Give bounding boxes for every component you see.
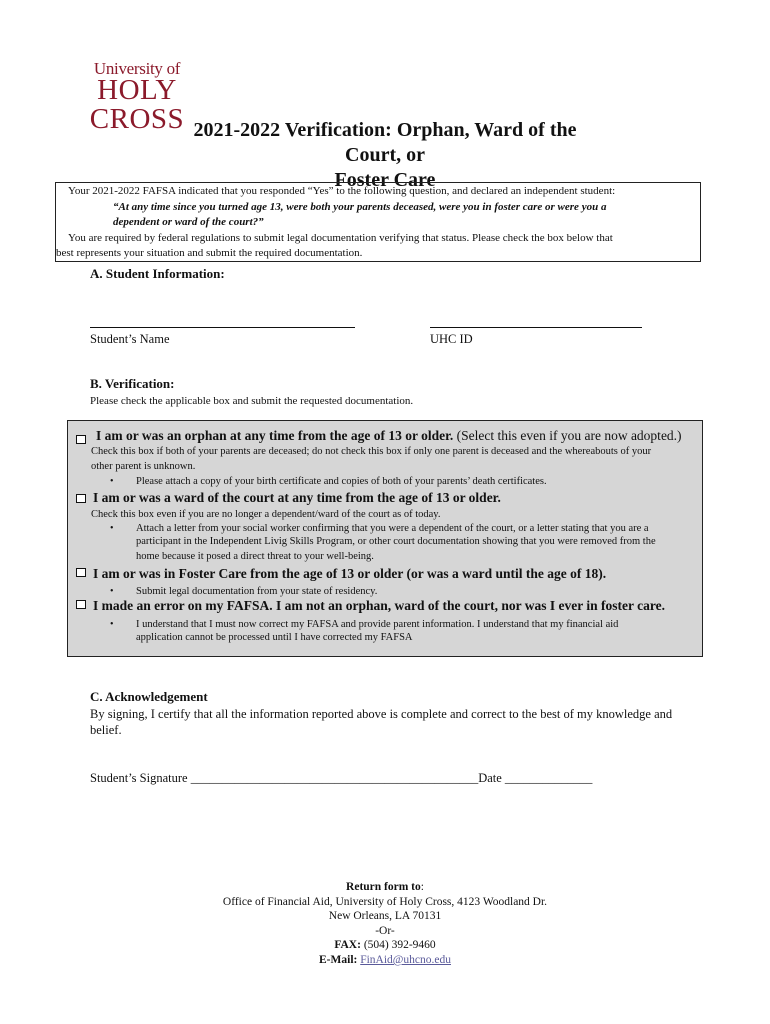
orphan-checkbox[interactable]: [76, 435, 86, 444]
return-email: [0, 953, 770, 968]
uhc-id-label: UHC ID: [430, 332, 473, 346]
fafsa-error-checkbox[interactable]: [76, 600, 86, 609]
intro-paragraph: Your 2021-2022 FAFSA indicated that you responded “Yes” to the following question, and declared an independent student:: [68, 185, 616, 197]
section-b-heading: B. Verification:: [90, 376, 175, 391]
return-heading-colon: :: [420, 881, 424, 893]
logo-line-2: HOLY: [97, 74, 177, 106]
orphan-note-line-1: Check this box if both of your parents are deceased; do not check this box if only one parent is deceased and the whereabouts of your: [91, 446, 652, 457]
logo-line-3: CROSS: [89, 103, 185, 135]
signature-date-line[interactable]: Student’s Signature ______________________________________________Date ______________: [90, 771, 593, 785]
foster-care-option-label: I am or was in Foster Care from the age of 13 or older (or was a ward until the age of 18).: [93, 566, 607, 581]
return-or: -Or-: [375, 925, 395, 937]
orphan-label-suffix: (Select this even if you are now adopted.): [456, 428, 682, 443]
email-label: E-Mail:: [319, 954, 358, 966]
intro-requirement-line-1: You are required by federal regulations to submit legal documentation verifying that status. Please check the box below that: [68, 231, 613, 244]
return-city: New Orleans, LA 70131: [328, 910, 442, 922]
ward-bullet-line-2: participant in the Independent Livig Skills Program, or other court documentation showing that you were removed from the: [136, 536, 656, 547]
section-c-heading: C. Acknowledgement: [90, 689, 208, 704]
email-link[interactable]: FinAid@uhcno.edu: [360, 954, 451, 966]
return-office: Office of Financial Aid, University of Holy Cross, 4123 Woodland Dr.: [222, 896, 548, 908]
foster-care-bullet: • Submit legal documentation from your state of residency.: [136, 584, 377, 600]
fafsa-error-bullet-line-2: application cannot be processed until I have corrected my FAFSA: [136, 632, 413, 643]
intro-requirement-line-2: best represents your situation and submit the required documentation.: [56, 247, 363, 259]
ward-bullet-line-3: home because it posed a direct threat to your well-being.: [136, 551, 374, 562]
section-a-heading: A. Student Information:: [90, 266, 225, 281]
student-name-label: Student’s Name: [90, 332, 170, 346]
return-fax: [0, 938, 770, 953]
return-heading: [0, 880, 770, 895]
orphan-bullet: • Please attach a copy of your birth certificate and copies of both of your parents’ death certificates.: [136, 474, 547, 490]
fafsa-error-bullet-line-1: • I understand that I must now correct my FAFSA and provide parent information. I understand that my financial aid: [136, 617, 618, 633]
fafsa-question-line-2: dependent or ward of the court?”: [113, 216, 264, 228]
ward-bullet-line-1: • Attach a letter from your social worker confirming that you were a dependent of the court, or a letter stating that you are a: [136, 521, 649, 537]
ward-of-court-checkbox[interactable]: [76, 494, 86, 503]
title-line-2: Foster Care: [334, 169, 436, 191]
acknowledgement-line-2: belief.: [90, 723, 122, 737]
acknowledgement-line-1: By signing, I certify that all the information reported above is complete and correct to the best of my knowledge and: [90, 707, 673, 721]
ward-of-court-option-label: I am or was a ward of the court at any time from the age of 13 or older.: [93, 490, 501, 505]
section-b-instruction: Please check the applicable box and submit the requested documentation.: [90, 395, 414, 407]
student-name-line[interactable]: [90, 327, 355, 328]
return-heading-text: Return form to: [346, 881, 421, 893]
uhc-id-line[interactable]: [430, 327, 642, 328]
orphan-note-line-2: other parent is unknown.: [91, 461, 196, 472]
fax-value: (504) 392-9460: [360, 939, 436, 951]
orphan-label-text: I am or was an orphan at any time from the age of 13 or older.: [96, 428, 454, 443]
fafsa-error-option-label: I made an error on my FAFSA. I am not an orphan, ward of the court, nor was I ever in foster care.: [93, 598, 665, 613]
fax-label: FAX:: [334, 939, 361, 951]
ward-note: Check this box even if you are no longer a dependent/ward of the court as of today.: [91, 509, 441, 520]
title-line-1: 2021-2022 Verification: Orphan, Ward of the Court, or: [193, 119, 577, 166]
foster-care-checkbox[interactable]: [76, 568, 86, 577]
fafsa-question-line-1: “At any time since you turned age 13, were both your parents deceased, were you in foster care or were you a: [113, 200, 607, 213]
intro-box: [55, 182, 701, 262]
logo-line-1: University of: [93, 59, 181, 78]
orphan-option-label: [96, 428, 682, 444]
